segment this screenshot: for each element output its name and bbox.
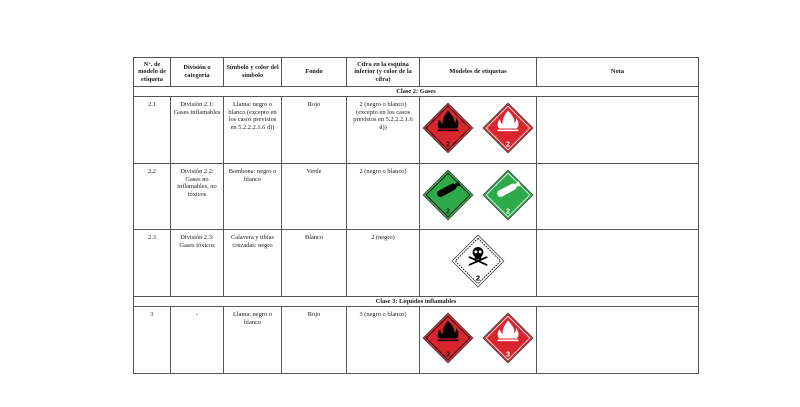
cell-symbol: Llama: negro o blanco (excepto en los casos previstos en 5.2.2.2.1.6 d)) bbox=[224, 97, 282, 164]
hazard-label-diamond bbox=[482, 168, 534, 222]
cell-note bbox=[537, 97, 699, 164]
label-models bbox=[422, 234, 534, 288]
table-header-row bbox=[134, 58, 699, 87]
hazard-label-table bbox=[133, 57, 699, 374]
cell-label-models bbox=[420, 164, 537, 230]
label-class-number: 2 bbox=[475, 273, 481, 283]
label-class-number: 2 bbox=[505, 206, 511, 216]
cell-division: División 2.3: Gases tóxicos bbox=[171, 230, 224, 297]
class-2-heading: Clase 2: Gases bbox=[134, 87, 699, 97]
label-class-number: 3 bbox=[505, 349, 511, 359]
label-class-number: 2 bbox=[445, 139, 451, 149]
table-row bbox=[134, 230, 699, 297]
hazard-label-diamond bbox=[482, 101, 534, 155]
cell-note bbox=[537, 230, 699, 297]
cell-background: Rojo bbox=[282, 307, 347, 374]
class-3-heading: Clase 3: Líquidos inflamables bbox=[134, 297, 699, 307]
cell-symbol: Bombona: negro o blanco bbox=[224, 164, 282, 230]
cell-label-number: 3 bbox=[134, 307, 171, 374]
table-row bbox=[134, 164, 699, 230]
cell-label-number: 2.2 bbox=[134, 164, 171, 230]
cell-background: Rojo bbox=[282, 97, 347, 164]
cell-label-number: 2.1 bbox=[134, 97, 171, 164]
class-heading-row bbox=[134, 297, 699, 307]
cell-corner-figure: 2 (negro) bbox=[347, 230, 420, 297]
header-note: Nota bbox=[537, 58, 699, 87]
table-row bbox=[134, 97, 699, 164]
cell-symbol: Llama: negro o blanco bbox=[224, 307, 282, 374]
cell-background: Blanco bbox=[282, 230, 347, 297]
label-models bbox=[422, 168, 534, 222]
hazard-label-diamond bbox=[422, 168, 474, 222]
cell-corner-figure: 3 (negro o blanco) bbox=[347, 307, 420, 374]
cell-symbol: Calavera y tibias cruzadas: negro bbox=[224, 230, 282, 297]
cell-division: - bbox=[171, 307, 224, 374]
cell-label-number: 2.3 bbox=[134, 230, 171, 297]
header-background: Fondo bbox=[282, 58, 347, 87]
cell-division: División 2.2: Gases no inflamables, no tóxicos bbox=[171, 164, 224, 230]
header-division: División o categoría bbox=[171, 58, 224, 87]
header-symbol: Símbolo y color del símbolo bbox=[224, 58, 282, 87]
header-corner-figure: Cifra en la esquina inferior (y color de la cifra) bbox=[347, 58, 420, 87]
hazard-label-diamond bbox=[422, 101, 474, 155]
cell-label-models bbox=[420, 307, 537, 374]
label-class-number: 3 bbox=[445, 349, 451, 359]
label-models bbox=[422, 101, 534, 155]
cell-note bbox=[537, 164, 699, 230]
cell-label-models bbox=[420, 230, 537, 297]
hazard-label-diamond bbox=[451, 234, 505, 288]
table-row bbox=[134, 307, 699, 374]
cell-corner-figure: 2 (negro o blanco) (excepto en los casos previstos en 5.2.2.2.1.6 d)) bbox=[347, 97, 420, 164]
cell-division: División 2.1: Gases inflamables bbox=[171, 97, 224, 164]
cell-background: Verde bbox=[282, 164, 347, 230]
label-class-number: 2 bbox=[445, 206, 451, 216]
cell-label-models bbox=[420, 97, 537, 164]
label-models bbox=[422, 311, 534, 365]
label-class-number: 2 bbox=[505, 139, 511, 149]
class-heading-row bbox=[134, 87, 699, 97]
hazard-label-diamond bbox=[482, 311, 534, 365]
header-label-number: N°. de modelo de etiqueta bbox=[134, 58, 171, 87]
header-label-models: Modelos de etiquetas bbox=[420, 58, 537, 87]
cell-corner-figure: 2 (negro o blanco) bbox=[347, 164, 420, 230]
cell-note bbox=[537, 307, 699, 374]
hazard-label-diamond bbox=[422, 311, 474, 365]
